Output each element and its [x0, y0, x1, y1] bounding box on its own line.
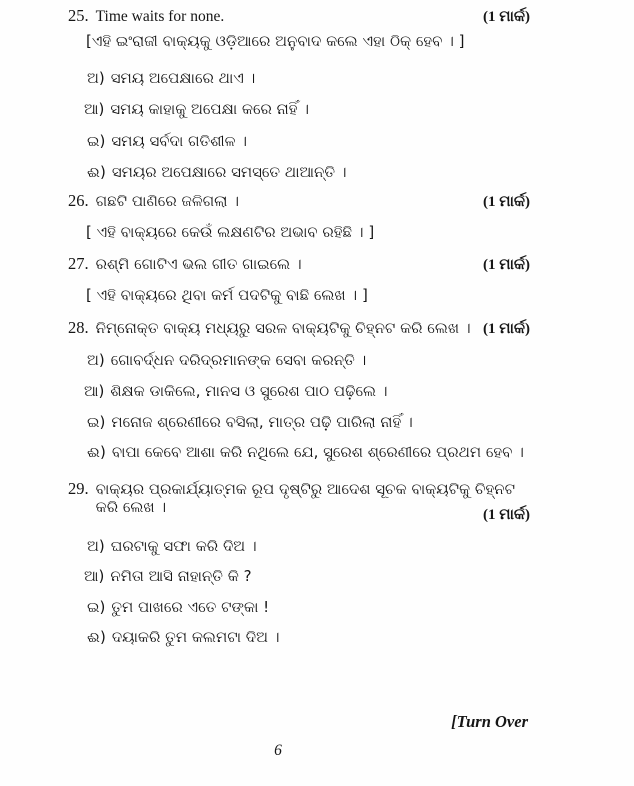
question-25-option-a	[87, 69, 255, 87]
question-27-header	[68, 254, 530, 274]
page-number: 6	[274, 742, 282, 759]
question-number: 26.	[68, 191, 89, 210]
option-label: ଇ)	[87, 132, 106, 150]
question-29-option-a	[87, 537, 257, 555]
option-label: ଆ)	[84, 100, 105, 118]
option-label: ଅ)	[87, 537, 105, 555]
question-26-header	[68, 191, 530, 211]
question-29-header	[68, 479, 530, 516]
question-29-option-aa	[84, 567, 252, 585]
option-label: ଅ)	[87, 351, 105, 369]
option-text: ସମୟ ସର୍ବଦା ଗତିଶୀଳ ।	[111, 132, 247, 150]
question-25-option-aa	[84, 100, 309, 118]
marks-label: (1 ମାର୍କ)	[483, 9, 530, 25]
question-26-hint: [ ଏହି ବାକ୍ୟରେ କେଉଁ ଲକ୍ଷଣଟିର ଅଭାବ ରହିଛି । ]	[86, 223, 375, 241]
question-number: 29.	[68, 479, 89, 498]
question-number: 28.	[68, 318, 89, 337]
question-25-option-i	[87, 132, 247, 150]
question-29-option-i	[87, 598, 269, 616]
question-text: Time waits for none.	[95, 8, 225, 25]
option-text: ଦୟାକରି ତୁମ କଲମଟା ଦିଅ ।	[111, 628, 280, 646]
option-text: ଘରଟାକୁ ସଫା କରି ଦିଅ ।	[110, 537, 257, 555]
question-28-option-aa	[84, 382, 388, 400]
option-label: ଈ)	[87, 163, 106, 181]
option-text: ବାପା କେବେ ଆଶା କରି ନଥିଲେ ଯେ, ସୁରେଶ ଶ୍ରେଣୀରେ ପ୍ରଥମ ହେବ ।	[111, 443, 524, 461]
option-label: ଇ)	[87, 598, 106, 616]
question-25-header	[68, 6, 530, 26]
option-text: ସମୟ କାହାକୁ ଅପେକ୍ଷା କରେ ନାହିଁ ।	[110, 100, 309, 118]
option-label: ଈ)	[87, 628, 106, 646]
question-28-option-a	[87, 351, 366, 369]
question-text: ନିମ୍ନୋକ୍ତ ବାକ୍ୟ ମଧ୍ୟରୁ ସରଳ ବାକ୍ୟଟିକୁ ଚିହ୍ନଟ କରି ଲେଖ ।	[95, 319, 471, 337]
question-number: 27.	[68, 254, 89, 273]
option-text: ନମିତା ଆସି ନାହାନ୍ତି କି ?	[110, 567, 252, 585]
question-29-option-ii	[87, 628, 279, 646]
option-label: ଆ)	[84, 382, 105, 400]
option-text: ତୁମ ପାଖରେ ଏତେ ଟଙ୍କା !	[111, 598, 270, 616]
option-text: ଶିକ୍ଷକ ଡାକିଲେ, ମାନସ ଓ ସୁରେଶ ପାଠ ପଢ଼ିଲେ ।	[110, 382, 388, 400]
question-25-hint: [ଏହି ଇଂରାଜୀ ବାକ୍ୟକୁ ଓଡ଼ିଆରେ ଅନୁବାଦ କଲେ ଏହା ଠିକ୍ ହେବ । ]	[86, 32, 465, 50]
question-28-option-ii	[87, 443, 524, 461]
marks-label: (1 ମାର୍କ)	[483, 257, 530, 273]
option-text: ସମୟର ଅପେକ୍ଷାରେ ସମସ୍ତେ ଥାଆନ୍ତି ।	[111, 163, 347, 181]
option-label: ଇ)	[87, 413, 106, 431]
question-text: ବାକ୍ୟର ପ୍ରକାର୍ଯ୍ୟାତ୍ମକ ରୂପ ଦୃଷ୍ଟିରୁ ଆଦେଶ ସୂଚକ ବାକ୍ୟଟିକୁ ଚିହ୍ନଟ କରି ଲେଖ ।	[95, 480, 516, 516]
option-label: ଆ)	[84, 567, 105, 585]
turn-over-label: [Turn Over	[451, 712, 528, 731]
marks-label: (1 ମାର୍କ)	[483, 194, 530, 210]
option-text: ମନୋଜ ଶ୍ରେଣୀରେ ବସିଲା, ମାତ୍ର ପଢ଼ି ପାରିଲା ନାହିଁ ।	[111, 413, 413, 431]
option-label: ଈ)	[87, 443, 106, 461]
option-text: ଗୋବର୍ଦ୍ଧନ ଦରିଦ୍ରମାନଙ୍କ ସେବା କରନ୍ତି ।	[110, 351, 367, 369]
question-27-hint: [ ଏହି ବାକ୍ୟରେ ଥିବା କର୍ମ ପଦଟିକୁ ବାଛି ଲେଖ । ]	[86, 286, 368, 304]
question-text: ଗଛଟି ପାଣିରେ ଜଳିଗଲା ।	[95, 192, 240, 210]
option-label: ଅ)	[87, 69, 105, 87]
marks-label: (1 ମାର୍କ)	[483, 321, 530, 337]
question-28-header	[68, 318, 530, 338]
question-28-option-i	[87, 413, 413, 431]
option-text: ସମୟ ଅପେକ୍ଷାରେ ଥାଏ ।	[110, 69, 256, 87]
question-25-option-ii	[87, 163, 347, 181]
question-text: ରଶ୍ମି ଗୋଟିଏ ଭଲ ଗୀତ ଗାଇଲେ ।	[95, 255, 302, 273]
question-number: 25.	[68, 6, 89, 25]
marks-label: (1 ମାର୍କ)	[483, 507, 530, 523]
